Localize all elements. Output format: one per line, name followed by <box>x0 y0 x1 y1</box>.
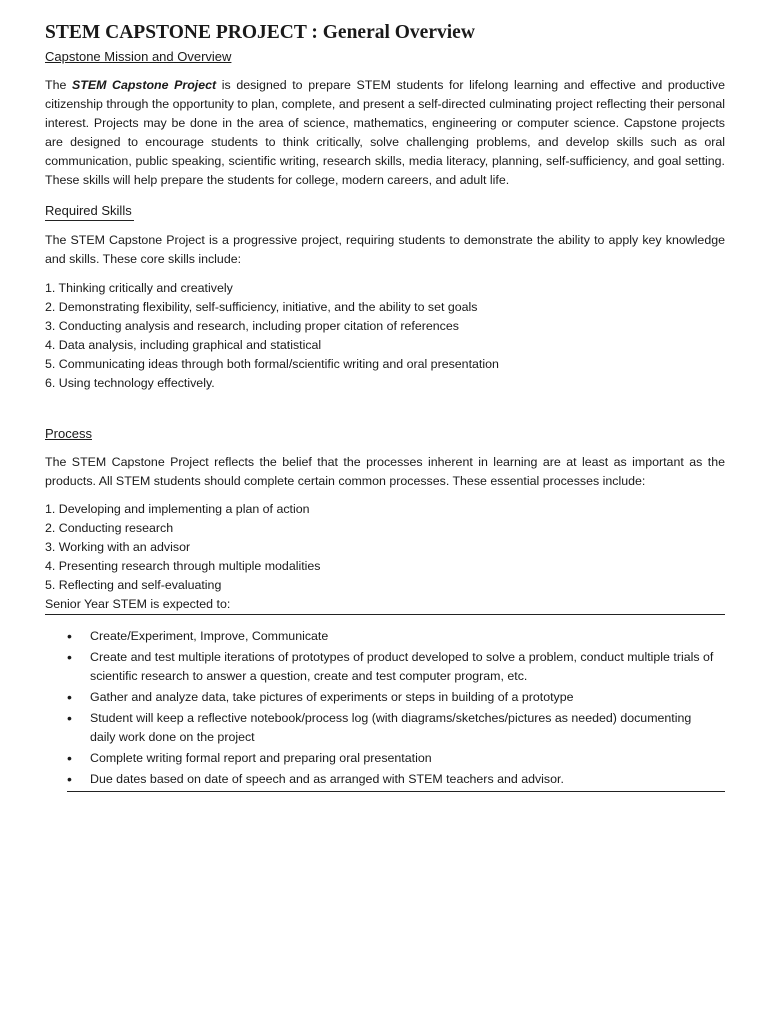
skills-item: 1. Thinking critically and creatively <box>45 281 233 295</box>
bullet-icon: • <box>67 689 72 705</box>
bullet-text: Due dates based on date of speech and as arranged with STEM teachers and advisor. <box>90 772 564 786</box>
bullet-text: Create and test multiple iterations of prototypes of product developed to solve a problem, conduct multiple trials of scientific research to answer a question, create and test computer program, etc. <box>90 650 714 683</box>
process-item: 2. Conducting research <box>45 521 174 535</box>
bullet-text: Student will keep a reflective notebook/process log (with diagrams/sketches/pictures as needed) documenting daily work done on the project <box>90 711 692 744</box>
top-rule <box>45 614 725 615</box>
process-heading: Process <box>45 426 92 441</box>
process-item: 5. Reflecting and self-evaluating <box>45 578 222 592</box>
skills-item: 5. Communicating ideas through both formal/scientific writing and oral presentation <box>45 357 499 371</box>
mission-body: is designed to prepare STEM students for lifelong learning and effective and productive citizenship through the opportunity to plan, complete, and present a self-directed culminating project reflecting their personal interest. Projects may be done in the area of science, mathematics, engineering or computer science. Capstone projects are designed to encourage students to think critically, solve challenging problems, and develop skills such as oral communication, public speaking, scientific writing, research skills, media literacy, planning, self-sufficiency, and goal setting. These skills will help prepare the students for college, modern careers, and adult life. <box>45 78 726 187</box>
bullet-item <box>45 688 717 707</box>
skills-item: 4. Data analysis, including graphical and statistical <box>45 338 322 352</box>
skills-list <box>45 279 725 393</box>
bullet-text: Complete writing formal report and preparing oral presentation <box>90 751 432 765</box>
senior-bullets <box>45 627 725 789</box>
mission-heading: Capstone Mission and Overview <box>45 49 232 64</box>
mission-emphasis: STEM Capstone Project <box>71 78 217 92</box>
document-title: STEM CAPSTONE PROJECT : General Overview <box>45 22 475 43</box>
bullet-icon: • <box>67 710 72 726</box>
bullet-icon: • <box>67 771 72 787</box>
document-page <box>45 20 725 792</box>
senior-year-label: Senior Year STEM is expected to: <box>45 597 231 611</box>
bullet-text: Gather and analyze data, take pictures of experiments or steps in building of a prototype <box>90 690 574 704</box>
process-intro: The STEM Capstone Project reflects the belief that the processes inherent in learning are at least as important as the products. All STEM students should complete certain common processes. These essential processes include: <box>45 455 725 488</box>
bullet-icon: • <box>67 628 72 644</box>
process-item: 3. Working with an advisor <box>45 540 191 554</box>
process-item: 4. Presenting research through multiple modalities <box>45 559 321 573</box>
bottom-rule <box>67 791 725 792</box>
mission-paragraph <box>45 76 725 190</box>
bullet-item <box>45 627 717 646</box>
bullet-icon: • <box>67 750 72 766</box>
process-item: 1. Developing and implementing a plan of action <box>45 502 310 516</box>
skills-item: 3. Conducting analysis and research, including proper citation of references <box>45 319 459 333</box>
bullet-item <box>45 770 717 789</box>
bullet-item <box>45 709 717 747</box>
skills-item: 6. Using technology effectively. <box>45 376 215 390</box>
bullet-item <box>45 749 717 768</box>
bullet-text: Create/Experiment, Improve, Communicate <box>90 629 329 643</box>
bullet-icon: • <box>67 649 72 665</box>
mission-lead: The <box>45 78 72 92</box>
skills-heading: Required Skills <box>45 202 134 221</box>
skills-intro: The STEM Capstone Project is a progressive project, requiring students to demonstrate the ability to apply key knowledge and skills. These core skills include: <box>45 233 725 266</box>
bullet-item <box>45 648 717 686</box>
skills-item: 2. Demonstrating flexibility, self-sufficiency, initiative, and the ability to set goals <box>45 300 478 314</box>
process-list <box>45 500 725 595</box>
